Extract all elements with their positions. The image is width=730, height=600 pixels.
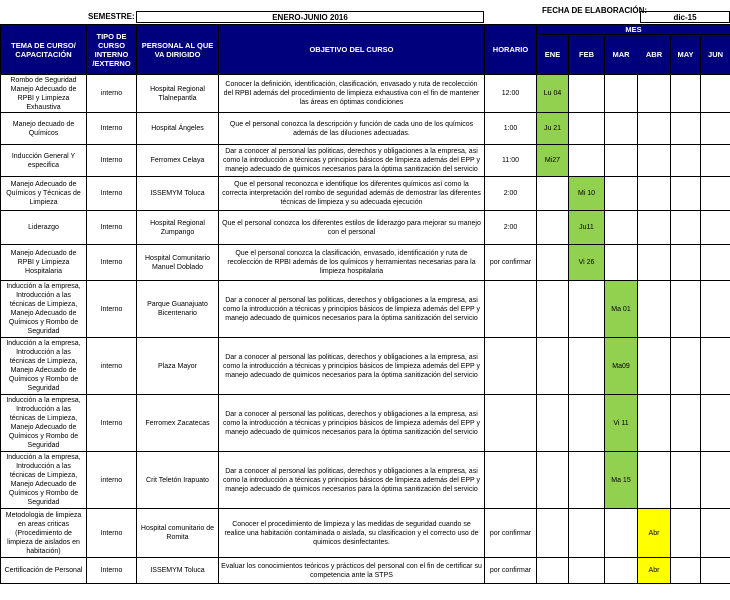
empty-month-cell [671, 338, 701, 395]
empty-month-cell [701, 145, 730, 177]
empty-month-cell [569, 75, 605, 113]
empty-month-cell [537, 558, 569, 584]
scheduled-date-cell: Vi 26 [569, 245, 605, 281]
fecha-value: dic-15 [640, 11, 730, 23]
course-objective-cell: Dar a conocer al personal las politicas, derechos y obligaciones a la empresa, asi como la introducción a técnicas y principios básicos de limpieza además del EPP y manejo adecuado de quimicos necesarios para la óptima sanitización del servicio [219, 281, 485, 338]
empty-month-cell [638, 452, 671, 509]
schedule-time-cell [485, 395, 537, 452]
empty-month-cell [537, 452, 569, 509]
empty-month-cell [569, 452, 605, 509]
course-type-cell: Interno [87, 113, 137, 145]
course-objective-cell: Que el personal conozca la clasificación, envasado, identificación y ruta de recolección de RPBI además de los químicos y herramientas necesarias para la limpieza hospitalaria [219, 245, 485, 281]
target-personnel-cell: Hospital Regional Tlalnepantla [137, 75, 219, 113]
empty-month-cell [671, 395, 701, 452]
empty-month-cell [671, 211, 701, 245]
course-objective-cell: Conocer la definición, identificación, clasificación, envasado y ruta de recolección del RPBI además del procedimiento de limpieza exhaustiva con el fin de mantener las áreas en óptimas condiciones [219, 75, 485, 113]
empty-month-cell [569, 281, 605, 338]
course-topic-cell: Inducción a la empresa, Introducción a las técnicas de Limpieza, Manejo Adecuado de Químicos y Rombo de Seguridad [1, 281, 87, 338]
empty-month-cell [638, 245, 671, 281]
table-row [1, 177, 730, 211]
course-schedule-table [0, 24, 730, 584]
scheduled-date-cell: Abr [638, 509, 671, 558]
scheduled-date-cell: Mi 10 [569, 177, 605, 211]
course-topic-cell: Rombo de Seguridad Manejo Adecuado de RPBI y Limpieza Exhaustiva [1, 75, 87, 113]
course-topic-cell: Inducción General Y especifica [1, 145, 87, 177]
empty-month-cell [569, 558, 605, 584]
scheduled-date-cell: Lu 04 [537, 75, 569, 113]
course-type-cell: Interno [87, 245, 137, 281]
empty-month-cell [701, 395, 730, 452]
course-type-cell: Interno [87, 177, 137, 211]
table-row [1, 558, 730, 584]
target-personnel-cell: ISSEMYM Toluca [137, 558, 219, 584]
header-bar [0, 0, 730, 24]
course-type-cell: Interno [87, 395, 137, 452]
empty-month-cell [638, 211, 671, 245]
empty-month-cell [569, 395, 605, 452]
scheduled-date-cell: Abr [638, 558, 671, 584]
empty-month-cell [671, 75, 701, 113]
table-row [1, 509, 730, 558]
target-personnel-cell: Plaza Mayor [137, 338, 219, 395]
schedule-time-cell [485, 338, 537, 395]
empty-month-cell [537, 509, 569, 558]
target-personnel-cell: ISSEMYM Toluca [137, 177, 219, 211]
semestre-label: SEMESTRE: [88, 12, 135, 21]
empty-month-cell [671, 145, 701, 177]
table-row [1, 452, 730, 509]
empty-month-cell [671, 452, 701, 509]
table-row [1, 75, 730, 113]
empty-month-cell [701, 452, 730, 509]
col-horario: HORARIO [485, 25, 537, 75]
course-topic-cell: Metodologia de limpieza en areas criticas (Procedimiento de limpieza de aislados en habitación) [1, 509, 87, 558]
col-tema: TEMA DE CURSO/ CAPACITACIÓN [1, 25, 87, 75]
month-may: MAY [671, 35, 701, 75]
empty-month-cell [537, 395, 569, 452]
empty-month-cell [701, 338, 730, 395]
table-row [1, 211, 730, 245]
month-feb: FEB [569, 35, 605, 75]
empty-month-cell [638, 113, 671, 145]
course-topic-cell: Inducción a la empresa, Introducción a las técnicas de Limpieza, Manejo Adecuado de Químicos y Rombo de Seguridad [1, 395, 87, 452]
empty-month-cell [638, 145, 671, 177]
course-objective-cell: Que el personal conozca los diferentes estilos de liderazgo para mejorar su manejo con el personal [219, 211, 485, 245]
empty-month-cell [569, 338, 605, 395]
empty-month-cell [605, 211, 638, 245]
course-objective-cell: Dar a conocer al personal las politicas, derechos y obligaciones a la empresa, asi como la introducción a técnicas y principios básicos de limpieza además del EPP y manejo adecuado de quimicos necesarios para la óptima sanitización del servicio [219, 145, 485, 177]
course-objective-cell: Que el personal conozca la descripción y función de cada uno de los químicos además de las diluciones adecuadas. [219, 113, 485, 145]
course-type-cell: Interno [87, 558, 137, 584]
empty-month-cell [671, 245, 701, 281]
empty-month-cell [537, 177, 569, 211]
target-personnel-cell: Ferromex Zacatecas [137, 395, 219, 452]
scheduled-date-cell: Ju 21 [537, 113, 569, 145]
scheduled-date-cell: Ma09 [605, 338, 638, 395]
course-objective-cell: Dar a conocer al personal las politicas, derechos y obligaciones a la empresa, asi como la introducción a técnicas y principios básicos de limpieza además del EPP y manejo adecuado de quimicos necesarios para la óptima sanitización del servicio [219, 338, 485, 395]
empty-month-cell [605, 113, 638, 145]
empty-month-cell [605, 145, 638, 177]
empty-month-cell [671, 281, 701, 338]
schedule-time-cell: 1:00 [485, 113, 537, 145]
course-topic-cell: Manejo Adecuado de Químicos y Técnicas de Limpieza [1, 177, 87, 211]
course-objective-cell: Dar a conocer al personal las politicas, derechos y obligaciones a la empresa, asi como la introducción a técnicas y principios básicos de limpieza además del EPP y manejo adecuado de quimicos necesarios para la óptima sanitización del servicio [219, 452, 485, 509]
target-personnel-cell: Parque Guanajuato Bicentenario [137, 281, 219, 338]
target-personnel-cell: Hospital Regional Zumpango [137, 211, 219, 245]
empty-month-cell [605, 245, 638, 281]
empty-month-cell [638, 338, 671, 395]
table-row [1, 245, 730, 281]
empty-month-cell [701, 509, 730, 558]
empty-month-cell [701, 177, 730, 211]
empty-month-cell [537, 281, 569, 338]
empty-month-cell [701, 211, 730, 245]
course-topic-cell: Manejo Adecuado de RPBI y Limpieza Hospitalaria [1, 245, 87, 281]
course-type-cell: Interno [87, 211, 137, 245]
empty-month-cell [701, 558, 730, 584]
table-row [1, 281, 730, 338]
empty-month-cell [701, 113, 730, 145]
course-type-cell: interno [87, 452, 137, 509]
schedule-time-cell: por confirmar [485, 558, 537, 584]
scheduled-date-cell: Ma 01 [605, 281, 638, 338]
empty-month-cell [701, 75, 730, 113]
empty-month-cell [605, 177, 638, 211]
empty-month-cell [638, 281, 671, 338]
col-mes: MES [537, 25, 730, 35]
scheduled-date-cell: Ma 15 [605, 452, 638, 509]
empty-month-cell [605, 558, 638, 584]
empty-month-cell [638, 395, 671, 452]
empty-month-cell [569, 113, 605, 145]
schedule-time-cell: por confirmar [485, 509, 537, 558]
col-personal: PERSONAL AL QUE VA DIRIGIDO [137, 25, 219, 75]
schedule-time-cell: 11:00 [485, 145, 537, 177]
course-type-cell: Interno [87, 509, 137, 558]
schedule-time-cell: por confirmar [485, 245, 537, 281]
empty-month-cell [671, 113, 701, 145]
scheduled-date-cell: Mi27 [537, 145, 569, 177]
empty-month-cell [701, 245, 730, 281]
month-ene: ENE [537, 35, 569, 75]
month-mar: MAR [605, 35, 638, 75]
empty-month-cell [671, 177, 701, 211]
empty-month-cell [671, 558, 701, 584]
course-type-cell: Interno [87, 281, 137, 338]
course-topic-cell: Inducción a la empresa, Introducción a las técnicas de Limpieza, Manejo Adecuado de Químicos y Rombo de Seguridad [1, 338, 87, 395]
empty-month-cell [605, 75, 638, 113]
course-objective-cell: Conocer el procedimiento de limpieza y las medidas de seguridad cuando se realice una habitación contaminada o aislada, su clasificacion y el correcto uso de quimicos desinfectantes. [219, 509, 485, 558]
scheduled-date-cell: Ju11 [569, 211, 605, 245]
month-jun: JUN [701, 35, 730, 75]
empty-month-cell [671, 509, 701, 558]
target-personnel-cell: Ferromex Celaya [137, 145, 219, 177]
schedule-time-cell: 2:00 [485, 211, 537, 245]
schedule-time-cell: 12:00 [485, 75, 537, 113]
semestre-value: ENERO-JUNIO 2016 [136, 11, 484, 23]
target-personnel-cell: Hospital Ángeles [137, 113, 219, 145]
course-topic-cell: Liderazgo [1, 211, 87, 245]
course-topic-cell: Inducción a la empresa, Introducción a las técnicas de Limpieza, Manejo Adecuado de Químicos y Rombo de Seguridad [1, 452, 87, 509]
fecha-label: FECHA DE ELABORACIÓN: [542, 6, 648, 15]
course-objective-cell: Que el personal reconozca e identifique los diferentes químicos así como la correcta interpretación del rombo de seguridad además de demostrar las diferentes técnicas de limpieza y su adecuada ejecución [219, 177, 485, 211]
empty-month-cell [569, 145, 605, 177]
course-type-cell: interno [87, 75, 137, 113]
target-personnel-cell: Hospital comunitario de Romita [137, 509, 219, 558]
course-type-cell: interno [87, 338, 137, 395]
table-row [1, 395, 730, 452]
target-personnel-cell: Crit Teletón Irapuato [137, 452, 219, 509]
course-topic-cell: Certificación de Personal [1, 558, 87, 584]
col-tipo: TIPO DE CURSO INTERNO /EXTERNO [87, 25, 137, 75]
empty-month-cell [537, 245, 569, 281]
schedule-time-cell [485, 281, 537, 338]
scheduled-date-cell: Vi 11 [605, 395, 638, 452]
empty-month-cell [638, 177, 671, 211]
course-objective-cell: Evaluar los conocimientos teóricos y prácticos del personal con el fin de certificar su competencia ante la STPS [219, 558, 485, 584]
empty-month-cell [701, 281, 730, 338]
empty-month-cell [569, 509, 605, 558]
course-type-cell: Interno [87, 145, 137, 177]
schedule-time-cell: 2:00 [485, 177, 537, 211]
schedule-time-cell [485, 452, 537, 509]
empty-month-cell [605, 509, 638, 558]
target-personnel-cell: Hospital Comunitario Manuel Doblado [137, 245, 219, 281]
empty-month-cell [537, 338, 569, 395]
table-row [1, 113, 730, 145]
empty-month-cell [537, 211, 569, 245]
table-row [1, 145, 730, 177]
col-objetivo: OBJETIVO DEL CURSO [219, 25, 485, 75]
month-abr: ABR [638, 35, 671, 75]
table-row [1, 338, 730, 395]
course-objective-cell: Dar a conocer al personal las politicas, derechos y obligaciones a la empresa, asi como la introducción a técnicas y principios básicos de limpieza además del EPP y manejo adecuado de quimicos necesarios para la óptima sanitización del servicio [219, 395, 485, 452]
empty-month-cell [638, 75, 671, 113]
course-topic-cell: Manejo decuado de Químicos [1, 113, 87, 145]
